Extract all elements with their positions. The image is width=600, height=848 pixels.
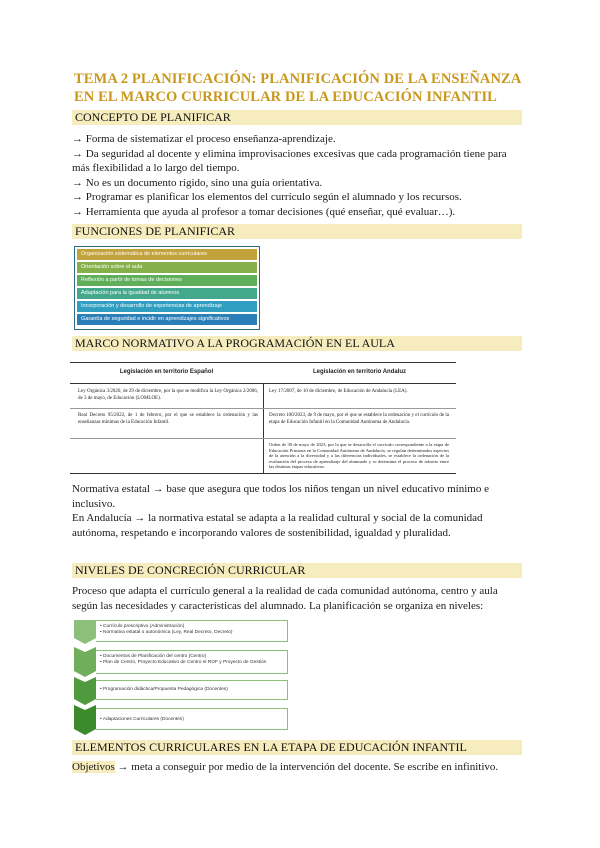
level-box [96,708,288,730]
funcion-item: Organización sistemática de elementos curriculares [77,249,257,260]
concepto-list [72,132,522,219]
concepto-item: → Forma de sistematizar el proceso enseñanza-aprendizaje. [72,133,336,145]
table-cell: Ley 17/2007, de 10 de diciembre, de Educación de Andalucía (LEA). [269,389,408,394]
level-chevron [74,620,96,644]
marco-para: Normativa estatal → base que asegura que todos los niños tengan un nivel educativo mínimo e inclusivo. [72,483,489,510]
section-marco: MARCO NORMATIVO A LA PROGRAMACIÓN EN EL AULA [72,336,522,351]
elementos-term: Objetivos [72,761,115,773]
level-box [96,650,288,674]
table-header: Legislación en territorio Andaluz [312,369,407,375]
marco-para: En Andalucía → la normativa estatal se adapta a la realidad cultural y social de la comunidad autónoma, respetando e incorporando valores de sostenibilidad, igualdad y pluralidad. [72,512,483,539]
table-cell: Real Decreto 95/2022, de 1 de febrero, por el que se establece la ordenación y las enseñanzas mínimas de la Educación Infantil. [78,413,258,425]
funcion-item: Adaptación para la igualdad de alumnos [77,288,257,299]
concepto-item: → No es un documento rígido, sino una guía orientativa. [72,176,323,189]
table-cell: Decreto 100/2023, de 9 de mayo, por el que se establece la ordenación y el currículo de la etapa de Educación Infantil en la Comunidad Autónoma de Andalucía. [269,413,449,425]
level-chevron [74,647,96,677]
level-box [96,680,288,700]
level-item: • Plan de Centro, Proyecto Educativo de Centro el ROF y Proyecto de Gestión [100,660,267,666]
table-cell: Ley Orgánica 3/2020, de 29 de diciembre, por la que se modifica la Ley Orgánica 2/2006, de 3 de mayo, de Educación (LOMLOE). [78,389,258,401]
funcion-item: Garantía de seguridad e incidir en aprendizajes significativos [77,314,257,325]
table-header: Legislación en territorio Español [119,369,214,375]
table-cell: Orden de 30 de mayo de 2023, por la que se desarrolla el currículo correspondiente a la etapa de Educación Primaria en la Comunidad Autónoma de Andalucía, se regulan determinados aspectos de la atención a la diversidad y a las diferencias individuales, se establece la ordenación de la evaluación del proceso de aprendizaje del alumnado y se determina el proceso de tránsito entre las distintas etapas educativas. [269,442,449,470]
funcion-item: Orientación sobre el aula [77,262,257,273]
section-concepto: CONCEPTO DE PLANIFICAR [72,110,522,125]
level-box [96,620,288,642]
level-item: • Normativa estatal o autonómica (Ley, Real Decreto, Decreto) [100,630,233,636]
marco-table [70,362,456,474]
level-item: • Programación didáctica/Propuesta Pedagógica (Docentes) [100,687,228,692]
elementos-text: → meta a conseguir por medio de la intervención del docente. Se escribe en infinitivo. [114,761,499,773]
concepto-item: → Programar es planificar los elementos del currículo según el alumnado y los recursos. [72,191,462,203]
concepto-item: → Herramienta que ayuda al profesor a tomar decisiones (qué enseñar, qué evaluar…). [72,205,456,218]
section-funciones: FUNCIONES DE PLANIFICAR [72,224,522,239]
level-item: • Currículo prescriptivo (Administración) [100,624,185,629]
niveles-paragraph: Proceso que adapta el currículo general a la realidad de cada comunidad autónoma, centro y aula según las necesidades y características del alumnado. La planificación se organiza en niveles: [72,585,498,612]
level-item: • Adaptaciones Curriculares (Docentes) [100,717,184,722]
funcion-item: Reflexión a partir de tomas de decisiones [77,275,257,286]
elementos-paragraph [72,760,522,775]
marco-paragraphs [72,482,522,540]
funcion-item: Incorporación y desarrollo de experiencias de aprendizaje [77,301,257,312]
level-chevron [74,677,96,705]
concepto-item: → Da seguridad al docente y elimina improvisaciones excesivas que cada programación tiene para más flexibilidad a lo largo del tiempo. [72,147,507,174]
level-item: • Documentos de Planificación del centro (Centro) [100,654,207,659]
level-chevron [74,705,96,735]
funciones-diagram [74,246,260,330]
page-title: TEMA 2 PLANIFICACIÓN: PLANIFICACIÓN DE LA ENSEÑANZA EN EL MARCO CURRICULAR DE LA EDUCACIÓN INFANTIL [74,71,521,105]
section-niveles: NIVELES DE CONCRECIÓN CURRICULAR [72,563,522,578]
section-elementos: ELEMENTOS CURRICULARES EN LA ETAPA DE EDUCACIÓN INFANTIL [72,740,522,755]
